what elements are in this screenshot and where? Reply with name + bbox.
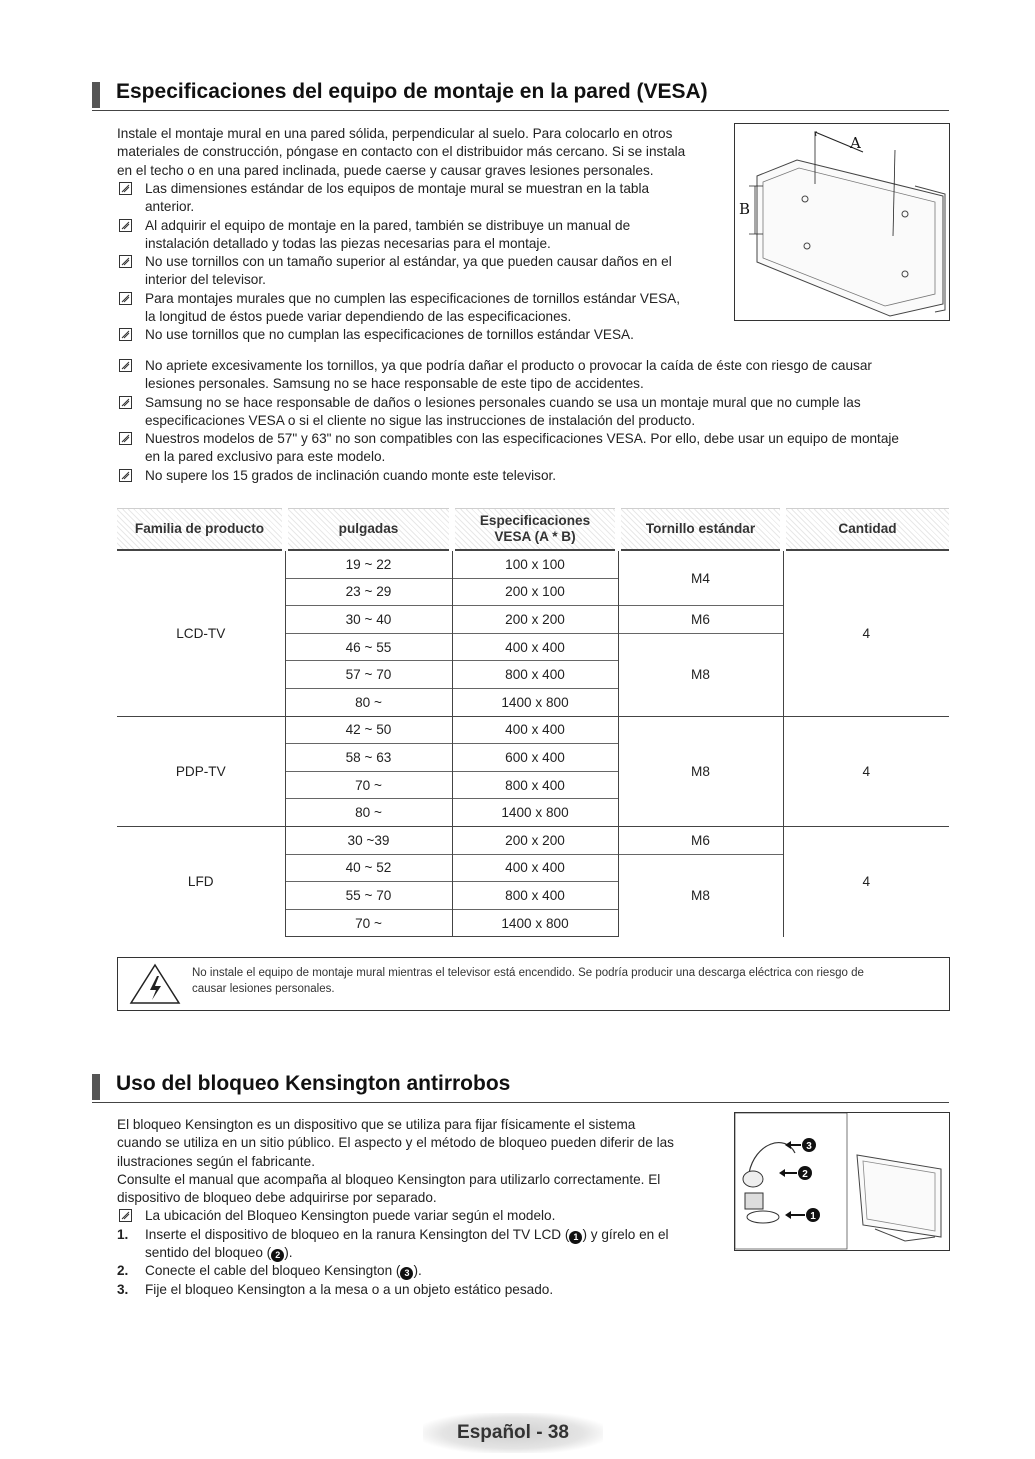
- vesa-notes-wide: [117, 357, 962, 485]
- figure-marker: 2: [802, 1169, 808, 1180]
- note-icon: [119, 292, 132, 305]
- figure-marker: 1: [810, 1211, 816, 1222]
- figure-marker: 3: [806, 1141, 812, 1152]
- vesa-cell: 100 x 100: [452, 550, 618, 578]
- note-line: Samsung no se hace responsable de daños o lesiones personales cuando se usa un montaje mural que no cumple las: [145, 394, 861, 410]
- note-item: [117, 394, 962, 431]
- note-line: No use tornillos con un tamaño superior al estándar, ya que pueden causar daños en el: [145, 254, 672, 270]
- inches-cell: 80 ~: [285, 799, 452, 827]
- vesa-cell: 1400 x 800: [452, 909, 618, 937]
- section-heading-kensington: [92, 1072, 949, 1103]
- inches-cell: 55 ~ 70: [285, 882, 452, 910]
- note-line: Al adquirir el equipo de montaje en la pared, también se distribuye un manual de: [145, 217, 631, 233]
- table-row: [117, 716, 949, 744]
- table-header-row: [117, 509, 949, 551]
- note-item: [117, 326, 732, 344]
- note-line: No use tornillos que no cumplan las especificaciones de tornillos estándar VESA.: [145, 327, 634, 343]
- vesa-cell: 200 x 200: [452, 606, 618, 634]
- step-line: [145, 1244, 727, 1262]
- step-line: Fije el bloqueo Kensington a la mesa o a un objeto estático pesado.: [145, 1281, 554, 1297]
- note-line: Nuestros modelos de 57" y 63" no son compatibles con las especificaciones VESA. Por ello, debe usar un equipo de montaje: [145, 431, 899, 447]
- intro-line: materiales de construcción, póngase en contacto con el distribuidor más cercano. Si se instala: [117, 144, 686, 160]
- note-item: [117, 217, 732, 254]
- inches-cell: 30 ~ 40: [285, 606, 452, 634]
- step-number: 1.: [117, 1226, 129, 1242]
- screw-cell: M6: [618, 826, 783, 854]
- step-item: [117, 1262, 727, 1280]
- note-icon: [119, 359, 132, 372]
- header-vesa-text: Especificaciones VESA (A * B): [479, 513, 591, 544]
- step-item: [117, 1281, 727, 1299]
- kensington-figure: [734, 1112, 950, 1251]
- header-vesa: [452, 509, 618, 551]
- marker-2-icon: 2: [271, 1249, 284, 1262]
- note-item: [117, 467, 962, 485]
- screw-cell: M4: [618, 550, 783, 606]
- vesa-intro: [117, 125, 727, 180]
- note-line: en la pared exclusivo para este modelo.: [145, 449, 386, 465]
- vesa-cell: 1400 x 800: [452, 688, 618, 716]
- note-item: [117, 430, 962, 467]
- heading-bar: [92, 1074, 100, 1100]
- kensington-illustration: [735, 1113, 949, 1250]
- intro-line: cuando se utiliza en un sitio público. El aspecto y el método de bloqueo pueden diferir de las: [117, 1135, 674, 1151]
- marker-1-icon: 1: [569, 1231, 582, 1244]
- step-number: 3.: [117, 1281, 129, 1297]
- vesa-cell: 200 x 200: [452, 826, 618, 854]
- qty-cell: 4: [783, 550, 949, 716]
- intro-line: El bloqueo Kensington es un dispositivo que se utiliza para fijar físicamente el sistema: [117, 1117, 636, 1132]
- warning-box: [117, 957, 950, 1011]
- intro-line: en el techo o en una pared inclinada, puede caerse y causar graves lesiones personales.: [117, 162, 654, 178]
- step-text: sentido del bloqueo (: [145, 1245, 272, 1261]
- screw-cell: M6: [618, 606, 783, 634]
- note-line: especificaciones VESA o si el cliente no sigue las instrucciones de instalación del producto.: [145, 412, 696, 428]
- note-item: [117, 357, 962, 394]
- inches-cell: 58 ~ 63: [285, 744, 452, 772]
- step-line: [145, 1226, 727, 1244]
- note-item: [117, 1207, 727, 1225]
- note-icon: [119, 469, 132, 482]
- note-line: instalación detallado y todas las piezas necesarias para el montaje.: [145, 235, 551, 251]
- note-line: No supere los 15 grados de inclinación cuando monte este televisor.: [145, 467, 557, 483]
- screw-cell: M8: [618, 854, 783, 937]
- warning-text: [192, 965, 939, 997]
- inches-cell: 40 ~ 52: [285, 854, 452, 882]
- step-number: 2.: [117, 1263, 129, 1279]
- vesa-cell: 600 x 400: [452, 744, 618, 772]
- section-heading-vesa: [92, 80, 949, 111]
- note-line: la longitud de éstos puede variar dependiendo de las especificaciones.: [145, 309, 572, 325]
- step-text: Inserte el dispositivo de bloqueo en la ranura Kensington del TV LCD (: [145, 1226, 570, 1242]
- table-row: [117, 826, 949, 854]
- note-icon: [119, 432, 132, 445]
- vesa-cell: 400 x 400: [452, 633, 618, 661]
- family-cell: PDP-TV: [117, 716, 285, 826]
- note-line: No apriete excesivamente los tornillos, ya que podría dañar el producto o provocar la caída de éste con riesgo de causar: [145, 358, 872, 373]
- warning-line: No instale el equipo de montaje mural mientras el televisor está encendido. Se podría producir una descarga eléctrica con riesgo de: [192, 967, 864, 979]
- inches-cell: 46 ~ 55: [285, 633, 452, 661]
- section-title: Especificaciones del equipo de montaje en la pared (VESA): [116, 80, 708, 103]
- vesa-cell: 800 x 400: [452, 882, 618, 910]
- note-line: interior del televisor.: [145, 272, 266, 288]
- page-footer: Español - 38: [423, 1413, 603, 1453]
- vesa-figure: [734, 123, 950, 321]
- note-line: Para montajes murales que no cumplen las especificaciones de tornillos estándar VESA,: [145, 290, 680, 306]
- header-screw: Tornillo estándar: [618, 509, 783, 551]
- heading-bar: [92, 82, 100, 108]
- note-item: [117, 290, 732, 327]
- screw-cell: M8: [618, 716, 783, 826]
- inches-cell: 70 ~: [285, 771, 452, 799]
- inches-cell: 57 ~ 70: [285, 661, 452, 689]
- step-text: ).: [284, 1245, 293, 1261]
- qty-cell: 4: [783, 826, 949, 936]
- note-icon: [119, 396, 132, 409]
- figure-label-b: B: [739, 200, 751, 218]
- step-line: [145, 1262, 727, 1280]
- vesa-cell: 400 x 400: [452, 716, 618, 744]
- intro-line: Instale el montaje mural en una pared sólida, perpendicular al suelo. Para colocarlo en otros: [117, 126, 673, 141]
- inches-cell: 30 ~39: [285, 826, 452, 854]
- vesa-cell: 800 x 400: [452, 661, 618, 689]
- vesa-cell: 1400 x 800: [452, 799, 618, 827]
- vesa-notes-narrow: [117, 180, 732, 345]
- warning-line: causar lesiones personales.: [192, 983, 335, 995]
- step-item: [117, 1226, 727, 1263]
- note-line: Las dimensiones estándar de los equipos de montaje mural se muestran en la tabla: [145, 181, 650, 196]
- vesa-cell: 400 x 400: [452, 854, 618, 882]
- header-inches: pulgadas: [285, 509, 452, 551]
- header-qty: Cantidad: [783, 509, 949, 551]
- inches-cell: 23 ~ 29: [285, 578, 452, 606]
- note-icon: [119, 219, 132, 232]
- figure-label-a: A: [850, 134, 861, 152]
- intro-line: Consulte el manual que acompaña al bloqueo Kensington para utilizarlo correctamente. El: [117, 1171, 661, 1187]
- family-cell: LFD: [117, 826, 285, 936]
- note-item: [117, 253, 732, 290]
- note-line: lesiones personales. Samsung no se hace responsable de este tipo de accidentes.: [145, 376, 644, 392]
- qty-cell: 4: [783, 716, 949, 826]
- vesa-cell: 200 x 100: [452, 578, 618, 606]
- warning-icon: [128, 962, 182, 1006]
- kensington-intro: [117, 1116, 727, 1299]
- step-text: ) y gírelo en el: [582, 1226, 669, 1242]
- step-text: Conecte el cable del bloqueo Kensington (: [145, 1263, 401, 1279]
- header-family: Familia de producto: [117, 509, 285, 551]
- inches-cell: 19 ~ 22: [285, 550, 452, 578]
- intro-line: ilustraciones según el fabricante.: [117, 1153, 315, 1169]
- step-text: ).: [413, 1263, 422, 1279]
- table-row: [117, 550, 949, 578]
- note-icon: [119, 182, 132, 195]
- note-line: anterior.: [145, 199, 195, 215]
- inches-cell: 70 ~: [285, 909, 452, 937]
- note-icon: [119, 1209, 132, 1222]
- inches-cell: 42 ~ 50: [285, 716, 452, 744]
- intro-line: dispositivo de bloqueo debe adquirirse por separado.: [117, 1190, 437, 1206]
- family-cell: LCD-TV: [117, 550, 285, 716]
- note-icon: [119, 328, 132, 341]
- note-item: [117, 180, 732, 217]
- section-title: Uso del bloqueo Kensington antirrobos: [116, 1072, 511, 1095]
- inches-cell: 80 ~: [285, 688, 452, 716]
- tv-back-illustration: [735, 124, 949, 320]
- screw-cell: M8: [618, 633, 783, 716]
- vesa-spec-table: [117, 508, 949, 937]
- marker-3-icon: 3: [400, 1267, 413, 1280]
- note-line: La ubicación del Bloqueo Kensington puede variar según el modelo.: [145, 1208, 556, 1224]
- vesa-cell: 800 x 400: [452, 771, 618, 799]
- note-icon: [119, 255, 132, 268]
